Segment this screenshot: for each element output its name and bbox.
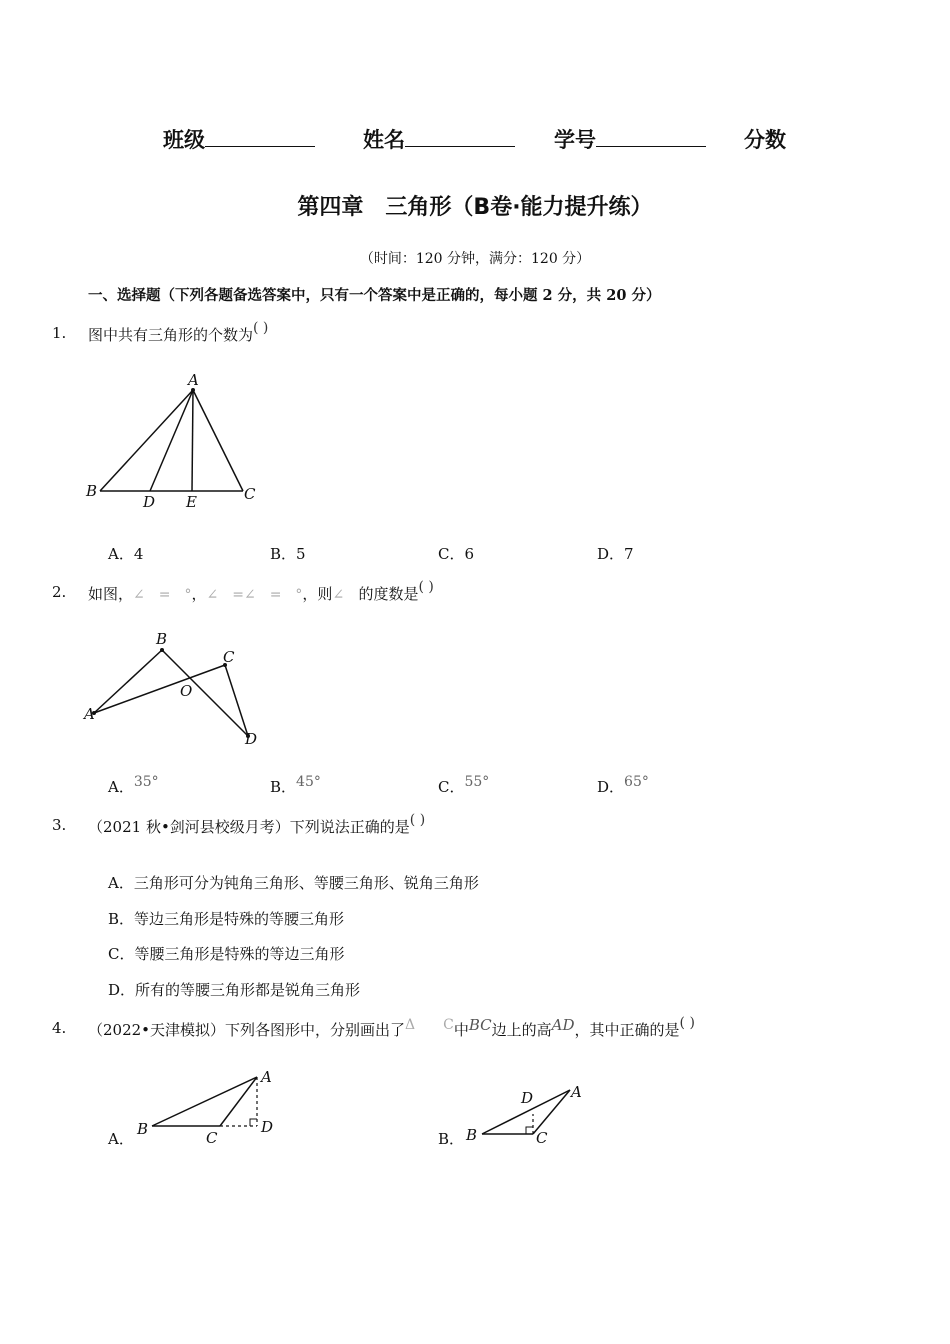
label-o: O — [180, 682, 193, 700]
label-a: A — [571, 1083, 582, 1101]
q2-option-c[interactable] — [438, 776, 489, 797]
name-field — [363, 124, 515, 154]
option-label: A． — [108, 545, 134, 563]
option-value: 三角形可分为钝角三角形、等腰三角形、锐角三角形 — [133, 874, 479, 892]
question-3-stem: （2021 秋•剑河县校级月考）下列说法正确的是 — [88, 818, 410, 836]
class-blank[interactable] — [205, 126, 315, 147]
q1-option-d[interactable] — [597, 543, 634, 564]
option-label: A． — [108, 778, 134, 796]
question-3-text — [88, 812, 426, 837]
option-value: 所有的等腰三角形都是锐角三角形 — [135, 981, 361, 999]
question-4-number: 4. — [52, 1019, 67, 1037]
q3-option-a[interactable] — [108, 872, 479, 893]
q3-option-d[interactable] — [108, 979, 360, 1000]
q4-text-part: （2022•天津模拟）下列各图形中，分别画出了 — [88, 1021, 406, 1039]
page-title: 第四章 三角形（B卷·能力提升练） — [297, 195, 653, 220]
answer-paren[interactable]: ( ) — [418, 579, 434, 595]
q4-math-bc: BC — [468, 1016, 492, 1034]
name-blank[interactable] — [405, 126, 515, 147]
option-value: 6 — [464, 545, 475, 563]
q3-option-c[interactable] — [108, 943, 345, 964]
label-c: C — [206, 1129, 218, 1147]
label-c: C — [244, 485, 256, 503]
option-value: 65° — [624, 774, 649, 790]
option-label: C． — [438, 545, 465, 563]
option-value: 4 — [133, 545, 144, 563]
label-b: B — [156, 630, 168, 648]
label-a: A — [261, 1068, 272, 1086]
q4-math-ad: AD — [551, 1016, 575, 1034]
question-1-stem: 图中共有三角形的个数为 — [88, 326, 254, 344]
option-label: B． — [108, 910, 135, 928]
edge-ab — [100, 390, 193, 491]
label-d: D — [245, 730, 258, 748]
option-value: 7 — [624, 545, 634, 563]
q2-text-part: ，则 — [302, 585, 333, 603]
q2-angle-expr-1: ∠ = ° — [133, 587, 192, 603]
label-c: C — [536, 1129, 548, 1147]
label-c: C — [223, 648, 235, 666]
q2-option-b[interactable] — [270, 776, 321, 797]
q4-option-a[interactable]: A． — [108, 1130, 134, 1148]
option-label: A． — [108, 874, 134, 892]
label-b: B — [466, 1126, 478, 1144]
id-blank[interactable] — [596, 126, 706, 147]
class-label: 班级 — [163, 128, 205, 152]
option-value: 35° — [133, 774, 159, 790]
q1-option-a[interactable] — [108, 543, 143, 564]
option-value: 55° — [464, 774, 490, 790]
id-field — [554, 124, 706, 154]
option-label: B． — [270, 545, 297, 563]
option-label: B． — [270, 778, 297, 796]
q4-option-a-figure — [132, 1062, 292, 1152]
score-label: 分数 — [744, 128, 786, 152]
option-label: D． — [597, 545, 625, 563]
q2-text-part: ， — [191, 585, 207, 603]
edge-ba — [152, 1077, 257, 1126]
label-d: D — [261, 1118, 274, 1136]
label-a: A — [188, 371, 199, 389]
option-value: 45° — [296, 774, 321, 790]
question-1-figure — [80, 368, 270, 513]
section-title: 一、选择题（下列各题备选答案中，只有一个答案中是正确的，每小题 2 分，共 20 分） — [88, 287, 661, 304]
option-label: D． — [108, 981, 136, 999]
q1-option-c[interactable] — [438, 543, 474, 564]
edge-ac — [193, 390, 243, 491]
question-1-number: 1. — [52, 324, 67, 342]
name-label: 姓名 — [363, 128, 405, 152]
edge-ae — [192, 390, 193, 491]
edge-bd — [162, 650, 248, 736]
option-value: 等边三角形是特殊的等腰三角形 — [134, 910, 345, 928]
q4-option-b[interactable]: B． — [438, 1130, 465, 1148]
label-b: B — [137, 1120, 149, 1138]
q4-text-part: 边上的高 — [491, 1021, 552, 1039]
label-a: A — [84, 705, 95, 723]
label-d: D — [521, 1089, 534, 1107]
edge-ad — [150, 390, 193, 491]
q4-text-part: ，其中正确的是 — [574, 1021, 680, 1039]
class-field — [163, 124, 315, 154]
id-label: 学号 — [554, 128, 596, 152]
label-d: D — [143, 493, 156, 511]
q4-text-part: 中 — [453, 1021, 469, 1039]
edge-ac — [94, 665, 225, 713]
option-label: C． — [108, 945, 135, 963]
label-e: E — [186, 493, 197, 511]
question-1-text — [88, 320, 269, 345]
question-2-number: 2. — [52, 583, 67, 601]
q2-angle-expr-3: ∠ — [332, 587, 345, 603]
option-label: D． — [597, 778, 625, 796]
label-b: B — [86, 482, 98, 500]
answer-paren[interactable]: ( ) — [679, 1015, 695, 1031]
question-3-number: 3. — [52, 816, 67, 834]
q2-text-part: 如图， — [88, 585, 134, 603]
q2-option-d[interactable] — [597, 776, 649, 797]
q2-angle-expr-2: ∠ =∠ = ° — [206, 587, 303, 603]
answer-paren[interactable]: ( ) — [253, 320, 269, 336]
q4-triangle-symbol: Δ C — [405, 1017, 454, 1033]
question-2-figure — [80, 626, 270, 751]
edge-ba — [94, 650, 162, 713]
question-2-text — [88, 579, 434, 604]
page-subtitle: （时间：120 分钟，满分：120 分） — [359, 251, 591, 267]
answer-paren[interactable]: ( ) — [409, 812, 426, 828]
q1-option-b[interactable] — [270, 543, 306, 564]
edge-ca — [533, 1090, 570, 1134]
score-field — [744, 124, 786, 154]
q2-option-a[interactable] — [108, 776, 159, 797]
q4-option-b-figure — [460, 1080, 600, 1150]
q3-option-b[interactable] — [108, 908, 344, 929]
q2-text-part: 的度数是 — [358, 585, 419, 603]
option-label: C． — [438, 778, 465, 796]
option-value: 等腰三角形是特殊的等边三角形 — [134, 945, 345, 963]
question-4-text — [88, 1015, 695, 1040]
option-value: 5 — [296, 545, 306, 563]
